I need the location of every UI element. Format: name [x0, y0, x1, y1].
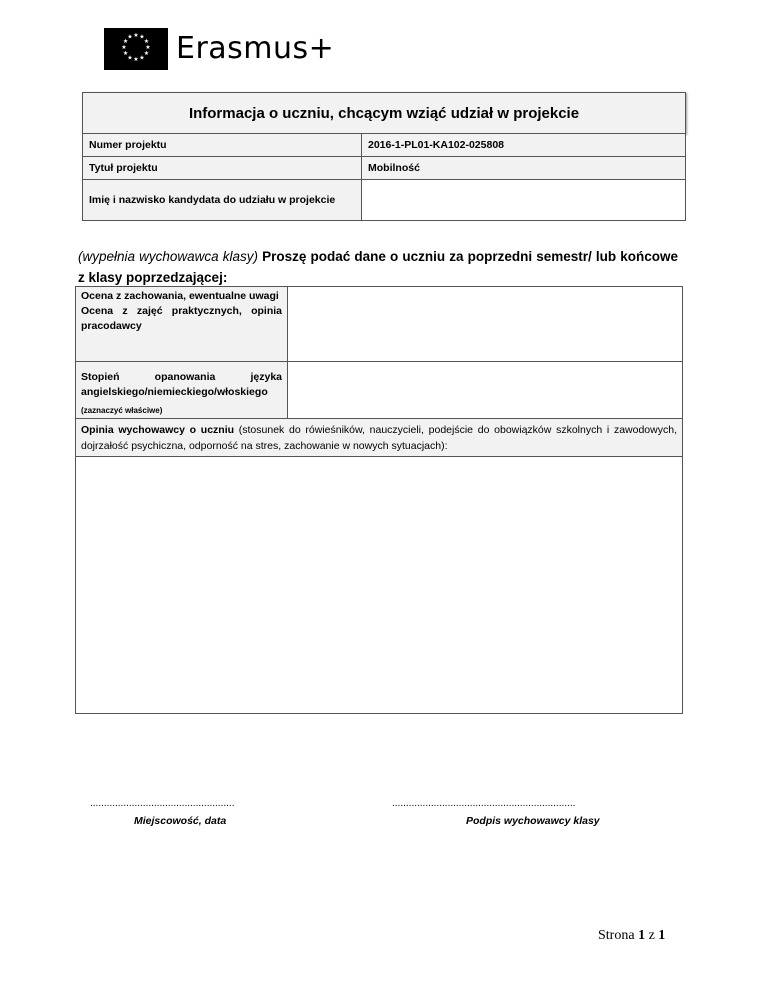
project-number-value: 2016-1-PL01-KA102-025808 — [368, 139, 505, 151]
footer-of: z — [648, 928, 655, 943]
page-title: Informacja o uczniu, chcącym wziąć udział w projekcie — [82, 92, 686, 134]
language-level-line2: angielskiego/niemieckiego/włoskiego — [81, 386, 268, 398]
project-number-label: Numer projektu — [83, 134, 362, 156]
grades-row-behavior — [76, 287, 682, 361]
opinion-box — [75, 418, 683, 714]
intro-italic: (wypełnia wychowawca klasy) — [78, 249, 259, 264]
candidate-name-field[interactable] — [362, 180, 685, 220]
signature-line[interactable]: .................................................................. — [392, 798, 576, 809]
language-level-field[interactable] — [288, 362, 682, 420]
intro-text — [78, 246, 678, 288]
opinion-text-area[interactable] — [76, 457, 682, 711]
grades-behavior-label — [76, 287, 288, 361]
candidate-name-row — [82, 180, 686, 221]
svg-text:★: ★ — [143, 50, 150, 57]
place-date-line[interactable]: .................................................... — [90, 798, 235, 809]
project-title-row — [82, 157, 686, 180]
svg-text:★: ★ — [122, 38, 129, 45]
place-date-label: Miejscowość, data — [134, 815, 227, 827]
svg-text:★: ★ — [143, 38, 150, 45]
svg-text:★: ★ — [122, 50, 129, 57]
svg-text:★: ★ — [139, 54, 145, 62]
svg-text:★: ★ — [127, 54, 133, 62]
grades-row-language — [76, 361, 682, 420]
place-date-block — [90, 798, 234, 827]
behavior-grade-label: Ocena z zachowania, ewentualne uwagi — [81, 290, 279, 302]
footer-page: 1 — [638, 928, 646, 943]
svg-text:★: ★ — [133, 56, 139, 63]
intro-bold: Proszę podać dane o uczniu za poprzedni semestr/ lub końcowe z klasy poprzedzającej: — [78, 249, 678, 285]
opinion-header — [76, 419, 682, 457]
language-note: (zaznaczyć właściwe) — [81, 406, 163, 415]
erasmus-wordmark: Erasmus+ — [176, 31, 335, 66]
opinion-description: (stosunek do rówieśników, nauczycieli, podejście do obowiązków szkolnych i zawodowych, dojrzałość psychiczna, odporność na stres, zachowanie w nowych sytuacjach): — [81, 424, 677, 452]
page-footer — [598, 928, 665, 944]
project-title-label: Tytuł projektu — [83, 157, 362, 179]
project-info-table — [82, 92, 686, 221]
practical-grade-label: Ocena z zajęć praktycznych, opinia pracodawcy — [81, 305, 282, 332]
language-level-label — [76, 362, 288, 420]
signature-label: Podpis wychowawcy klasy — [466, 815, 600, 827]
signature-block — [392, 798, 600, 827]
svg-text:★: ★ — [127, 33, 133, 41]
candidate-name-label: Imię i nazwisko kandydata do udziału w projekcie — [83, 180, 362, 220]
behavior-grade-field[interactable] — [288, 287, 682, 361]
erasmus-logo — [104, 28, 344, 72]
svg-text:★: ★ — [133, 32, 139, 39]
project-title-value: Mobilność — [368, 162, 420, 174]
opinion-title: Opinia wychowawcy o uczniu — [81, 424, 235, 436]
svg-text:★: ★ — [145, 44, 151, 51]
footer-prefix: Strona — [598, 928, 635, 943]
language-level-line1: Stopień opanowania języka — [81, 371, 282, 383]
project-number-row — [82, 134, 686, 157]
eu-flag-icon — [104, 28, 168, 70]
svg-text:★: ★ — [121, 44, 127, 51]
footer-total: 1 — [658, 928, 666, 943]
grades-table — [75, 286, 683, 421]
svg-text:★: ★ — [139, 33, 145, 41]
